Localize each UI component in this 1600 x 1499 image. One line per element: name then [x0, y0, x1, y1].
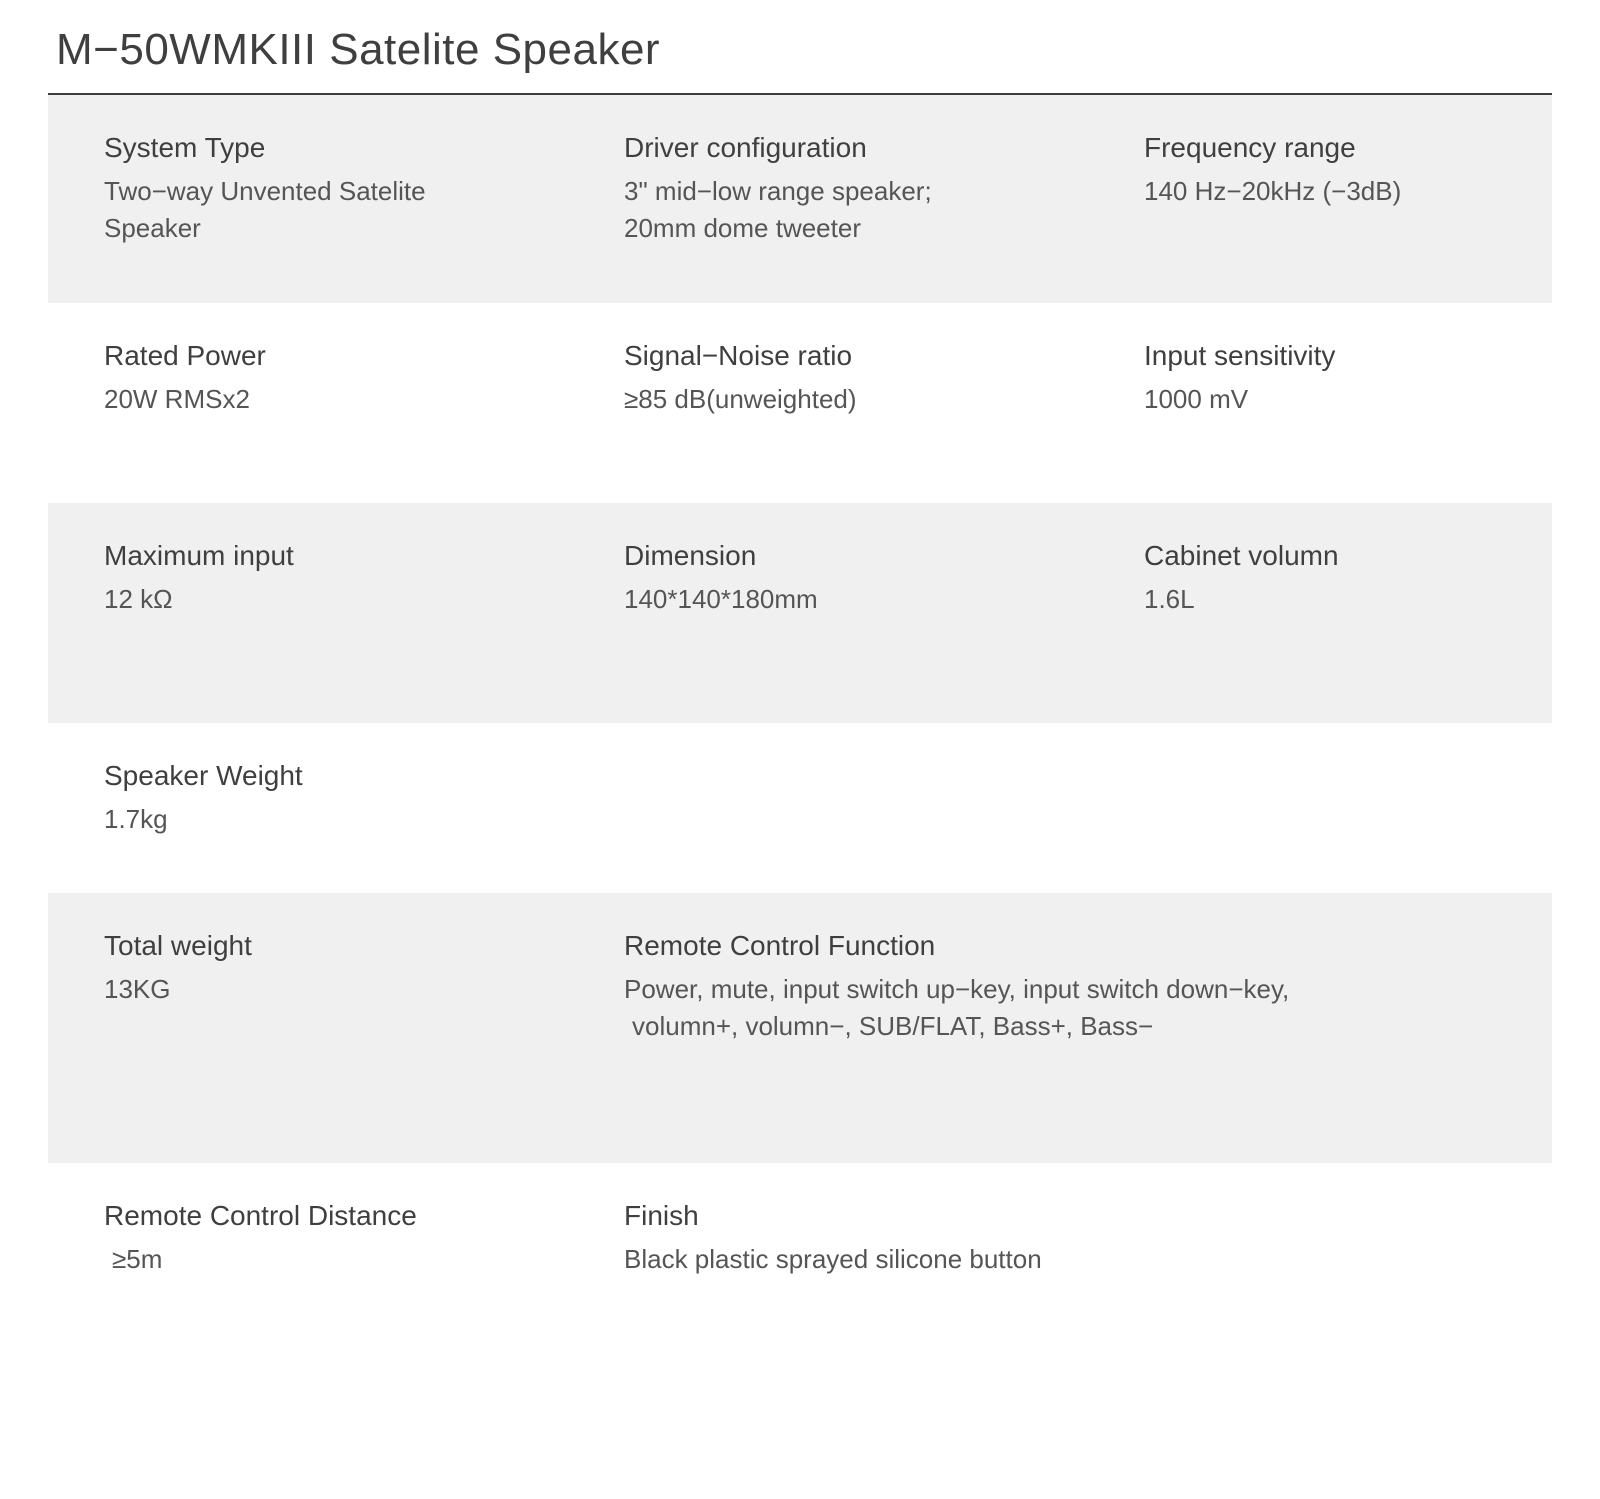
spec-band-4	[48, 723, 1552, 893]
spec-value	[624, 173, 1070, 248]
spec-row	[48, 537, 1552, 618]
spec-label: Driver configuration	[624, 131, 867, 163]
spec-value: 1.6L	[1144, 583, 1195, 614]
spec-label: System Type	[104, 131, 266, 163]
spec-label: Total weight	[104, 929, 252, 961]
page-title: M−50WMKIII Satelite Speaker	[56, 25, 661, 74]
spec-label: Remote Control Distance	[104, 1199, 417, 1231]
spec-band-6	[48, 1163, 1552, 1343]
spec-label: Input sensitivity	[1144, 339, 1336, 371]
spec-value-line2: volumn+, volumn−, SUB/FLAT, Bass+, Bass−	[632, 1011, 1154, 1042]
spec-cell-total-weight	[48, 927, 568, 1046]
spec-value-line1: Two−way Unvented Satelite	[104, 175, 426, 206]
spec-value-line2: 20mm dome tweeter	[624, 213, 861, 244]
spec-cell-speaker-weight	[48, 757, 568, 838]
spec-label: Rated Power	[104, 339, 266, 371]
spec-value: 13KG	[104, 973, 171, 1004]
spec-band-3	[48, 503, 1552, 723]
spec-cell-remote-control-function	[568, 927, 1552, 1046]
spec-cell-system-type	[48, 129, 568, 248]
spec-value	[624, 971, 1534, 1046]
spec-cell-remote-control-distance	[48, 1197, 568, 1278]
spec-value: 1.7kg	[104, 803, 168, 834]
spec-value: ≥85 dB(unweighted)	[624, 383, 857, 414]
spec-label: Remote Control Function	[624, 929, 936, 961]
spec-row	[48, 129, 1552, 248]
spec-cell-cabinet-volumn	[1088, 537, 1552, 618]
spec-cell-maximum-input	[48, 537, 568, 618]
spec-label: Speaker Weight	[104, 759, 303, 791]
spec-cell-rated-power	[48, 337, 568, 418]
spec-cell-frequency-range	[1088, 129, 1552, 248]
spec-value	[1144, 173, 1534, 211]
spec-value-line1: 140 Hz−20kHz (−3dB)	[1144, 175, 1402, 206]
spec-value	[104, 173, 550, 248]
spec-label: Frequency range	[1144, 131, 1356, 163]
spec-value: 20W RMSx2	[104, 383, 250, 414]
spec-label: Signal−Noise ratio	[624, 339, 853, 371]
spec-label: Maximum input	[104, 539, 294, 571]
spec-label: Cabinet volumn	[1144, 539, 1339, 571]
spec-value-line1: Power, mute, input switch up−key, input switch down−key,	[624, 973, 1290, 1004]
spec-row	[48, 927, 1552, 1046]
spec-band-5	[48, 893, 1552, 1163]
spec-label: Dimension	[624, 539, 757, 571]
spec-value-line1: 3" mid−low range speaker;	[624, 175, 932, 206]
spec-cell-driver-configuration	[568, 129, 1088, 248]
spec-value-line2: Speaker	[104, 213, 201, 244]
spec-row	[48, 337, 1552, 418]
spec-value: Black plastic sprayed silicone button	[624, 1243, 1042, 1274]
spec-row	[48, 757, 1552, 838]
spec-cell-dimension	[568, 537, 1088, 618]
spec-cell-input-sensitivity	[1088, 337, 1552, 418]
spec-band-2	[48, 303, 1552, 503]
spec-value: 1000 mV	[1144, 383, 1249, 414]
spec-cell-signal-noise-ratio	[568, 337, 1088, 418]
spec-value: 140*140*180mm	[624, 583, 818, 614]
spec-row	[48, 1197, 1552, 1278]
spec-band-1	[48, 95, 1552, 303]
spec-value: 12 kΩ	[104, 583, 173, 614]
spec-label: Finish	[624, 1199, 699, 1231]
spec-cell-finish	[568, 1197, 1552, 1278]
spec-value: ≥5m	[112, 1243, 163, 1274]
